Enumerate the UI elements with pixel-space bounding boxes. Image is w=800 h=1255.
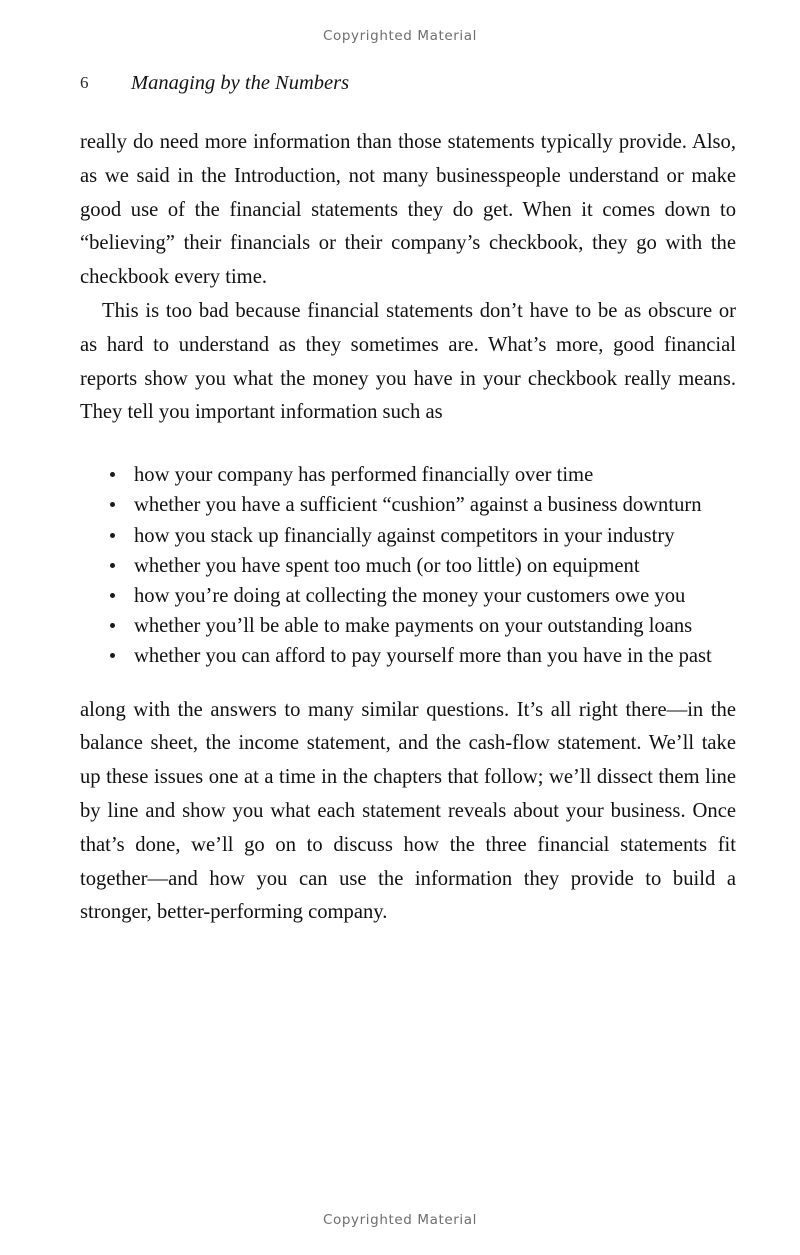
benefits-list [80,460,736,671]
list-item-label: whether you have spent too much (or too little) on equipment [134,554,640,577]
bullet-icon [110,472,115,477]
bullet-icon [110,502,115,507]
list-item-label: whether you’ll be able to make payments on your outstanding loans [134,615,693,638]
bullet-icon [110,623,115,628]
list-item [110,581,734,611]
bullet-icon [110,563,115,568]
list-item [110,611,734,641]
running-head-title: Managing by the Numbers [131,72,350,94]
paragraph-3: along with the answers to many similar questions. It’s all right there—in the balance sheet, the income statement, and the cash-flow statement. We’ll take up these issues one at a time in the chapters that follow; we’ll dissect them line by line and show you what each statement reveals about your business. Once that’s done, we’ll go on to discuss how the three financial statements fit together—and how you can use the information they provide to build a stronger, better-performing company. [80,698,736,924]
page-number: 6 [80,73,89,92]
list-item-label: how your company has performed financially over time [134,464,594,487]
copyright-watermark-bottom: Copyrighted Material [323,1212,477,1228]
list-item-label: whether you have a sufficient “cushion” against a business downturn [134,494,702,517]
list-item-label: how you stack up financially against competitors in your industry [134,524,675,547]
list-item [110,460,734,490]
list-item-label: how you’re doing at collecting the money your customers owe you [134,584,686,607]
bullet-icon [110,593,115,598]
list-item-label: whether you can afford to pay yourself more than you have in the past [134,645,712,668]
bullet-icon [110,533,115,538]
copyright-watermark-top: Copyrighted Material [323,28,477,44]
list-item [110,551,734,581]
list-item [110,521,734,551]
list-item [110,641,734,671]
paragraph-2: This is too bad because financial statements don’t have to be as obscure or as hard to understand as they sometimes are. What’s more, good financial reports show you what the money you have in your checkbook really means. They tell you important information such as [80,299,736,424]
running-head [80,72,736,98]
paragraph-1: really do need more information than those statements typically provide. Also, as we said in the Introduction, not many businesspeople understand or make good use of the financial statements they do get. When it comes down to “believing” their financials or their company’s checkbook, they go with the checkbook every time. [80,131,736,289]
list-item [110,490,734,520]
bullet-icon [110,653,115,658]
text-block [80,126,736,930]
